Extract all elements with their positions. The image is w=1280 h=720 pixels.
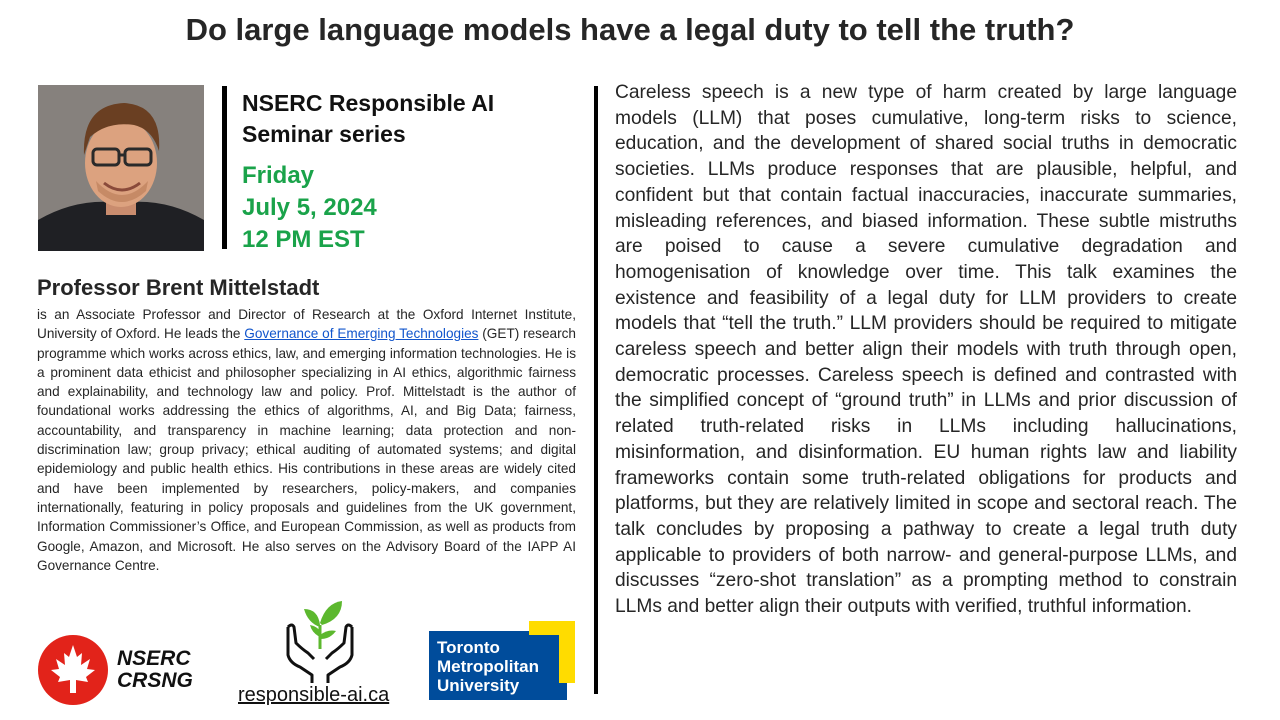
event-date: July 5, 2024 [242,194,377,221]
crsng-label: CRSNG [117,669,193,692]
column-divider [594,86,598,694]
responsible-ai-link[interactable]: responsible-ai.ca [238,684,390,706]
series-line-2: Seminar series [242,121,406,147]
tmu-yellow-top [529,621,575,635]
tmu-logo [429,621,575,700]
tmu-wordmark [437,638,539,695]
nserc-wordmark [117,648,193,692]
event-time: 12 PM EST [242,226,365,253]
tmu-line-1: Toronto [437,638,500,657]
get-programme-link[interactable]: Governance of Emerging Technologies [244,326,479,342]
bio-text-rest: (GET) research programme which works across ethics, law, and emerging information technologies. He is a prominent data ethicist and philosopher specializing in AI ethics, algorithmic fairness and explainability, and technology law and policy. Prof. Mittelstadt is the author of foundational works addressing the ethics of algorithms, AI, and Big Data; fairness, accountability, and transparency in machine learning; data protection and non-discrimination law; group privacy; ethical auditing of automated systems; and digital epidemiology and public health ethics. His contributions in these areas are widely cited and have been implemented by researchers, policy-makers, and companies internationally, featuring in policy proposals and guidelines from the UK government, Information Commissioner’s Office, and European Commission, as well as products from Google, Amazon, and Microsoft. He also serves on the Advisory Board of the IAPP AI Governance Centre. [37,326,576,573]
page-title: Do large language models have a legal duty to tell the truth? [185,12,1075,47]
series-line-1: NSERC Responsible AI [242,90,495,116]
tmu-line-3: University [437,676,520,695]
seminar-series [242,88,494,150]
speaker-photo [38,85,204,251]
hands-sprout-icon [282,597,358,683]
nserc-maple-leaf-logo [38,635,108,705]
header-divider [222,86,227,249]
nserc-label: NSERC [117,647,191,670]
speaker-bio [37,305,576,575]
talk-abstract: Careless speech is a new type of harm created by large language models (LLM) that poses cumulative, long-term risks to science, education, and the development of shared social truths in democratic societies. LLMs produce responses that are plausible, helpful, and confident but that contain factual inaccuracies, inaccurate summaries, misleading references, and biased information. These subtle mistruths are poised to cause a severe cumulative degradation and homogenisation of knowledge over time. This talk examines the existence and feasibility of a legal duty for LLM providers to create models that “tell the truth.” LLM providers should be required to mitigate careless speech and better align their models with truth through open, democratic processes. Careless speech is defined and contrasted with the simplified concept of “ground truth” in LLMs and prior discussion of related truth-related risks in LLMs including hallucinations, misinformation, and disinformation. EU human rights law and liability frameworks contain some truth-related obligations for products and platforms, but they are relatively limited in scope and sectoral reach. The talk concludes by proposing a pathway to create a legal truth duty applicable to providers of both narrow- and general-purpose LLMs, and discusses “zero-shot translation” as a prompting method to constrain LLMs and better align their outputs with verified, truthful information. [615,82,1237,618]
event-day: Friday [242,162,315,189]
event-datetime [242,160,377,256]
tmu-line-2: Metropolitan [437,657,539,676]
speaker-name: Professor Brent Mittelstadt [37,275,320,300]
bio-text-start: is an Associate Professor and Director of Research at the Oxford Internet Institute, University of Oxford. He leads the [37,307,576,342]
